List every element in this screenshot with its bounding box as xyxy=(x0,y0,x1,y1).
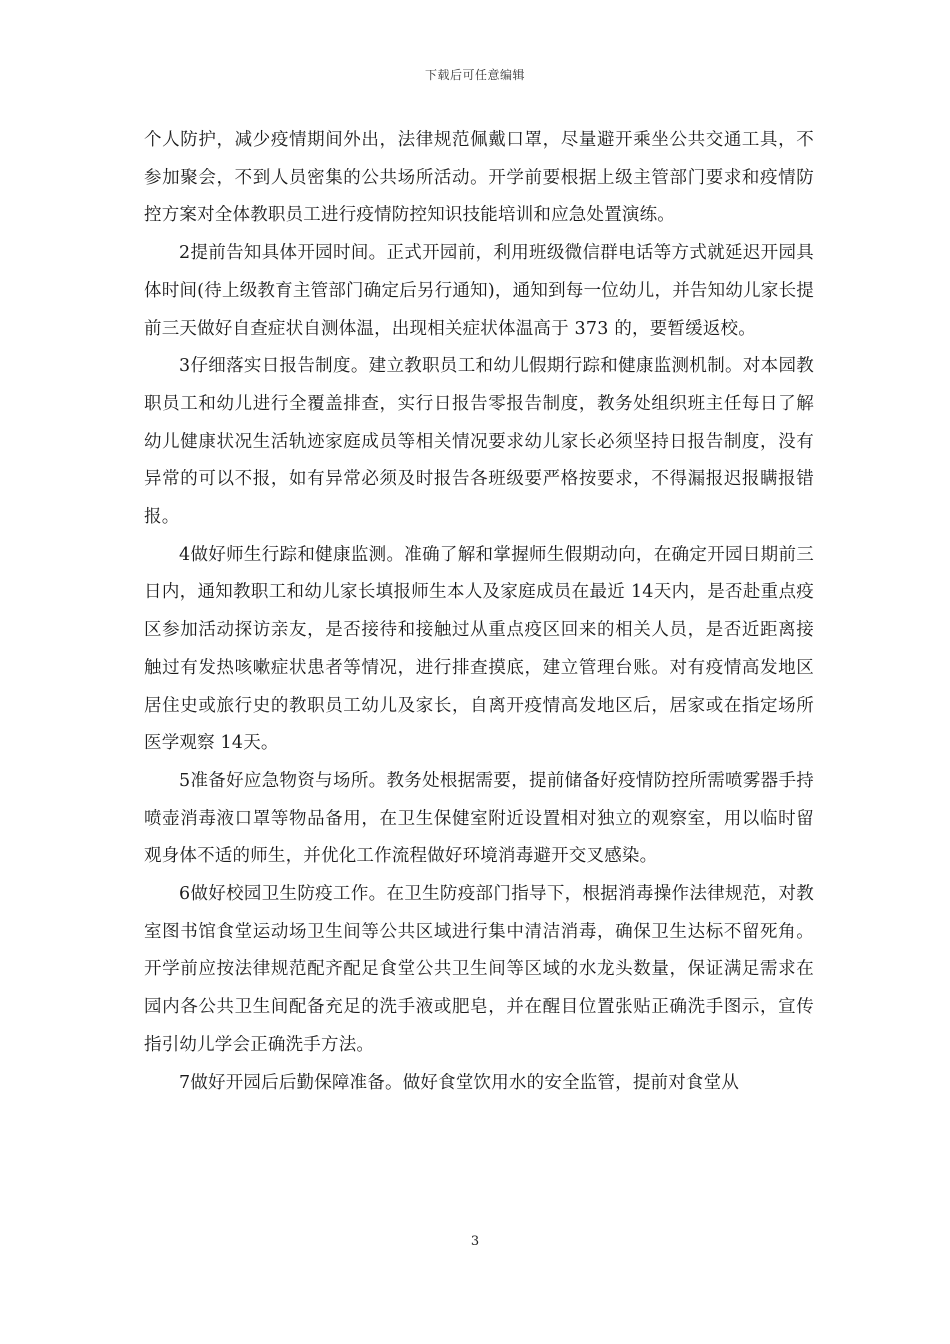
paragraph-continuation: 个人防护，减少疫情期间外出，法律规范佩戴口罩，尽量避开乘坐公共交通工具，不参加聚会，不到人员密集的公共场所活动。开学前要根据上级主管部门要求和疫情防控方案对全体教职员工进行疫情防控知识技能培训和应急处置演练。 xyxy=(144,130,814,226)
paragraph-item-7: 7做好开园后后勤保障准备。做好食堂饮用水的安全监管，提前对食堂从 xyxy=(179,1072,740,1093)
paragraph-item-3: 3仔细落实日报告制度。建立教职员工和幼儿假期行踪和健康监测机制。对本园教职员工和幼儿进行全覆盖排查，实行日报告零报告制度，教务处组织班主任每日了解幼儿健康状况生活轨迹家庭成员等相关情况要求幼儿家长必须坚持日报告制度，没有异常的可以不报，如有异常必须及时报告各班级要严格按要求，不得漏报迟报瞒报错报。 xyxy=(144,356,814,528)
paragraph-item-5: 5准备好应急物资与场所。教务处根据需要，提前储备好疫情防控所需喷雾器手持喷壶消毒液口罩等物品备用，在卫生保健室附近设置相对独立的观察室，用以临时留观身体不适的师生，并优化工作流程做好环境消毒避开交叉感染。 xyxy=(144,770,814,867)
paragraph-item-2: 2提前告知具体开园时间。正式开园前，利用班级微信群电话等方式就延迟开园具体时间(待上级教育主管部门确定后另行通知)，通知到每一位幼儿，并告知幼儿家长提前三天做好自查症状自测体温，出现相关症状体温高于 373 的，要暂缓返校。 xyxy=(144,243,814,339)
page-header: 下载后可任意编辑 xyxy=(424,68,525,82)
paragraph-item-4: 4做好师生行踪和健康监测。准确了解和掌握师生假期动向，在确定开园日期前三日内，通知教职工和幼儿家长填报师生本人及家庭成员在最近 14天内，是否赴重点疫区参加活动探访亲友，是否接待和接触过从重点疫区回来的相关人员，是否近距离接触过有发热咳嗽症状患者等情况，进行排查摸底，建立管理台账。对有疫情高发地区居住史或旅行史的教职员工幼儿及家长，自离开疫情高发地区后，居家或在指定场所医学观察 14天。 xyxy=(144,544,814,754)
page-number: 3 xyxy=(470,1234,480,1249)
paragraph-item-6: 6做好校园卫生防疫工作。在卫生防疫部门指导下，根据消毒操作法律规范，对教室图书馆食堂运动场卫生间等公共区域进行集中清洁消毒，确保卫生达标不留死角。开学前应按法律规范配齐配足食堂公共卫生间等区域的水龙头数量，保证满足需求在园内各公共卫生间配备充足的洗手液或肥皂，并在醒目位置张贴正确洗手图示，宣传指引幼儿学会正确洗手方法。 xyxy=(144,884,814,1055)
body-text xyxy=(144,122,814,1102)
